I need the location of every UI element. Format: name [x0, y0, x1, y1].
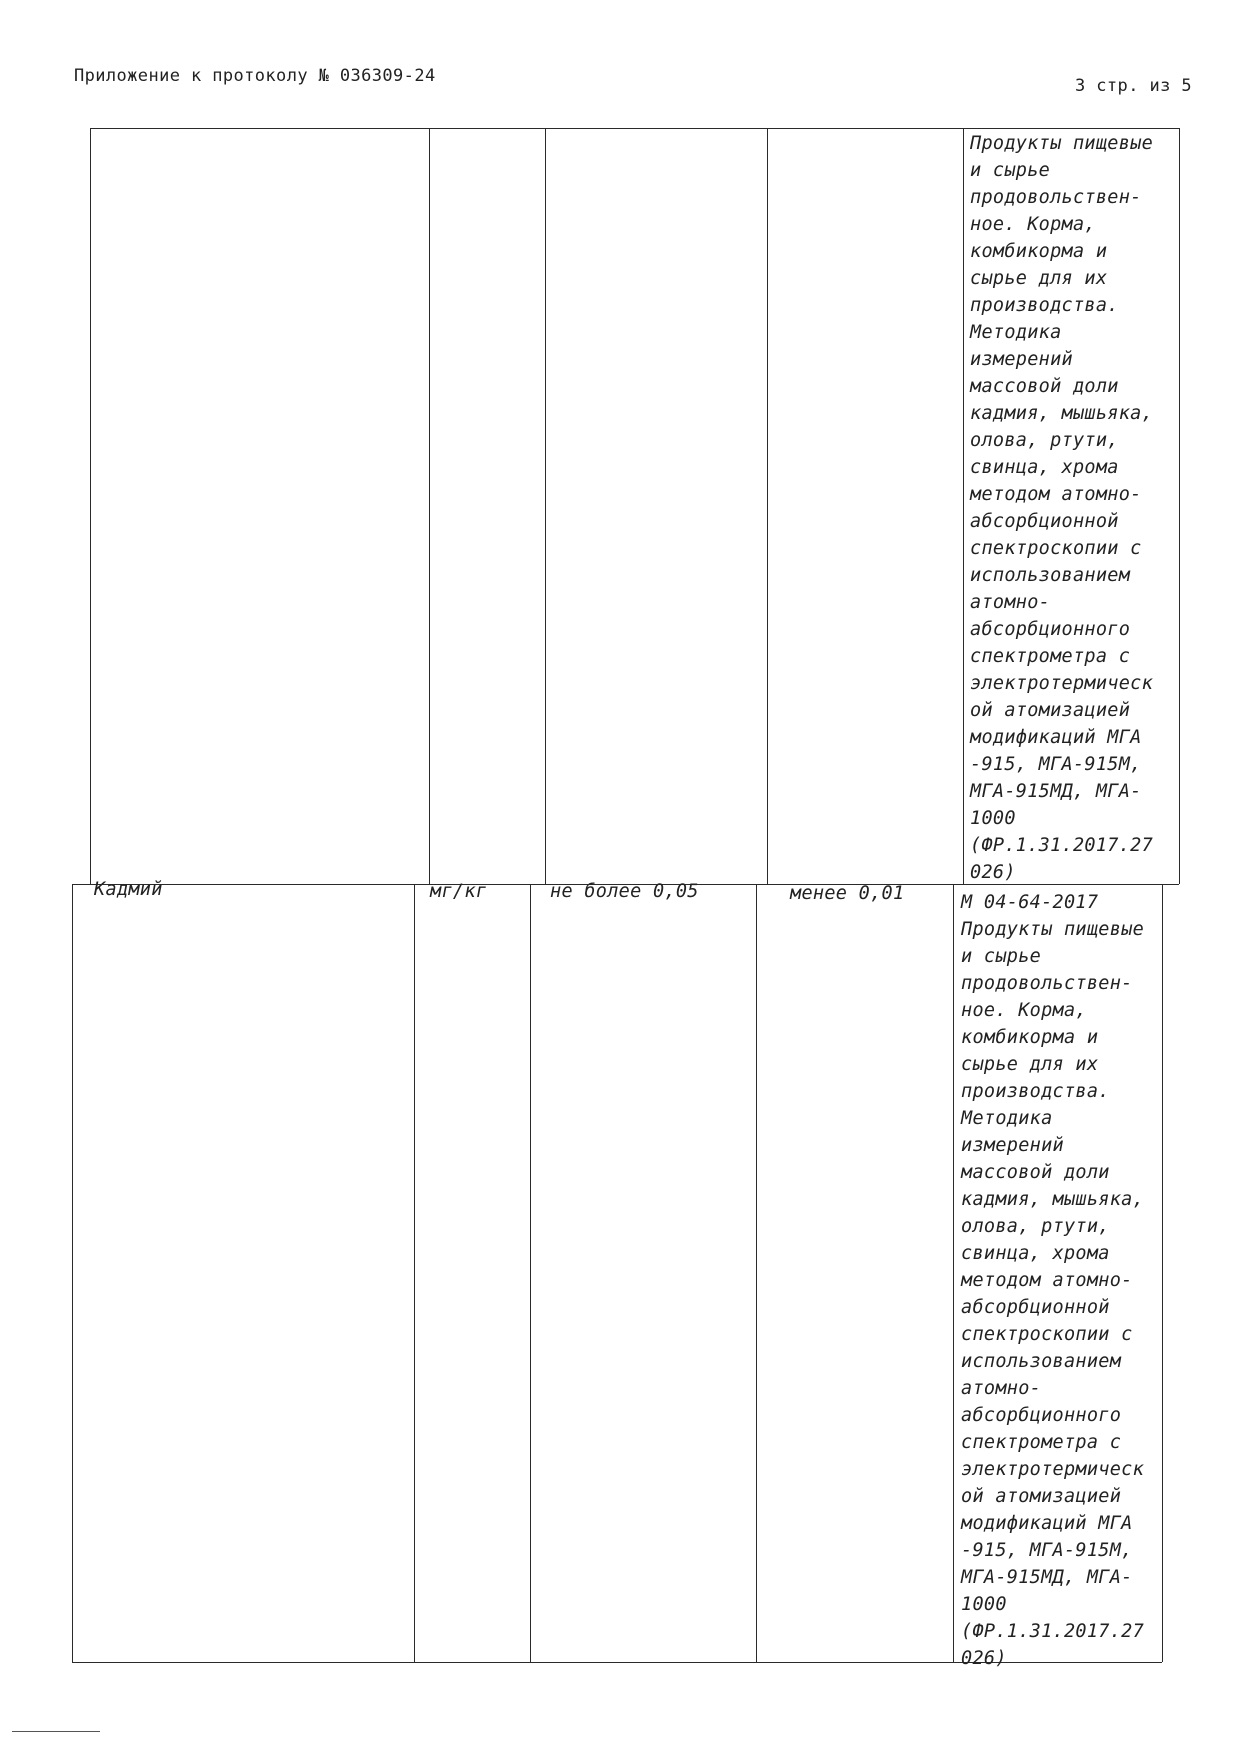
column-border	[953, 884, 954, 1662]
column-border	[963, 128, 964, 884]
norm-cell: не более 0,05	[550, 881, 699, 902]
column-border	[756, 884, 757, 1662]
unit-cell: мг/кг	[430, 881, 488, 902]
page-number: 3 стр. из 5	[1075, 76, 1192, 96]
result-cell: менее 0,01	[790, 883, 905, 904]
footer-divider	[12, 1731, 100, 1732]
column-border	[1162, 884, 1163, 1662]
column-border	[545, 128, 546, 884]
column-border	[414, 884, 415, 1662]
column-border	[429, 128, 430, 884]
table-top-border	[90, 128, 1179, 129]
document-header-title: Приложение к протоколу № 036309-24	[74, 66, 436, 86]
column-border	[767, 128, 768, 884]
method-cell: Продукты пищевые и сырье продовольствен- ное. Корма, комбикорма и сырье для их производства. Методика измерений массовой доли кадмия, мышьяка, олова, ртути, свинца, хрома методом атомно- абсорбционной спектроскопии с использованием атомно- абсорбционного спектрометра с электротермическ ой атомизацией модификаций МГА -915, МГА-915М, МГА-915МД, МГА- 1000 (ФР.1.31.2017.27 026)	[970, 133, 1154, 883]
method-cell: М 04-64-2017 Продукты пищевые и сырье продовольствен- ное. Корма, комбикорма и сырье для их производства. Методика измерений массовой доли кадмия, мышьяка, олова, ртути, свинца, хрома методом атомно- абсорбционной спектроскопии с использованием атомно- абсорбционного спектрометра с электротермическ ой атомизацией модификаций МГА -915, МГА-915М, МГА-915МД, МГА- 1000 (ФР.1.31.2017.27 026)	[961, 892, 1145, 1669]
column-border	[90, 128, 91, 884]
indicator-cell: Кадмий	[94, 879, 163, 900]
column-border	[530, 884, 531, 1662]
column-border	[72, 884, 73, 1662]
column-border	[1179, 128, 1180, 884]
